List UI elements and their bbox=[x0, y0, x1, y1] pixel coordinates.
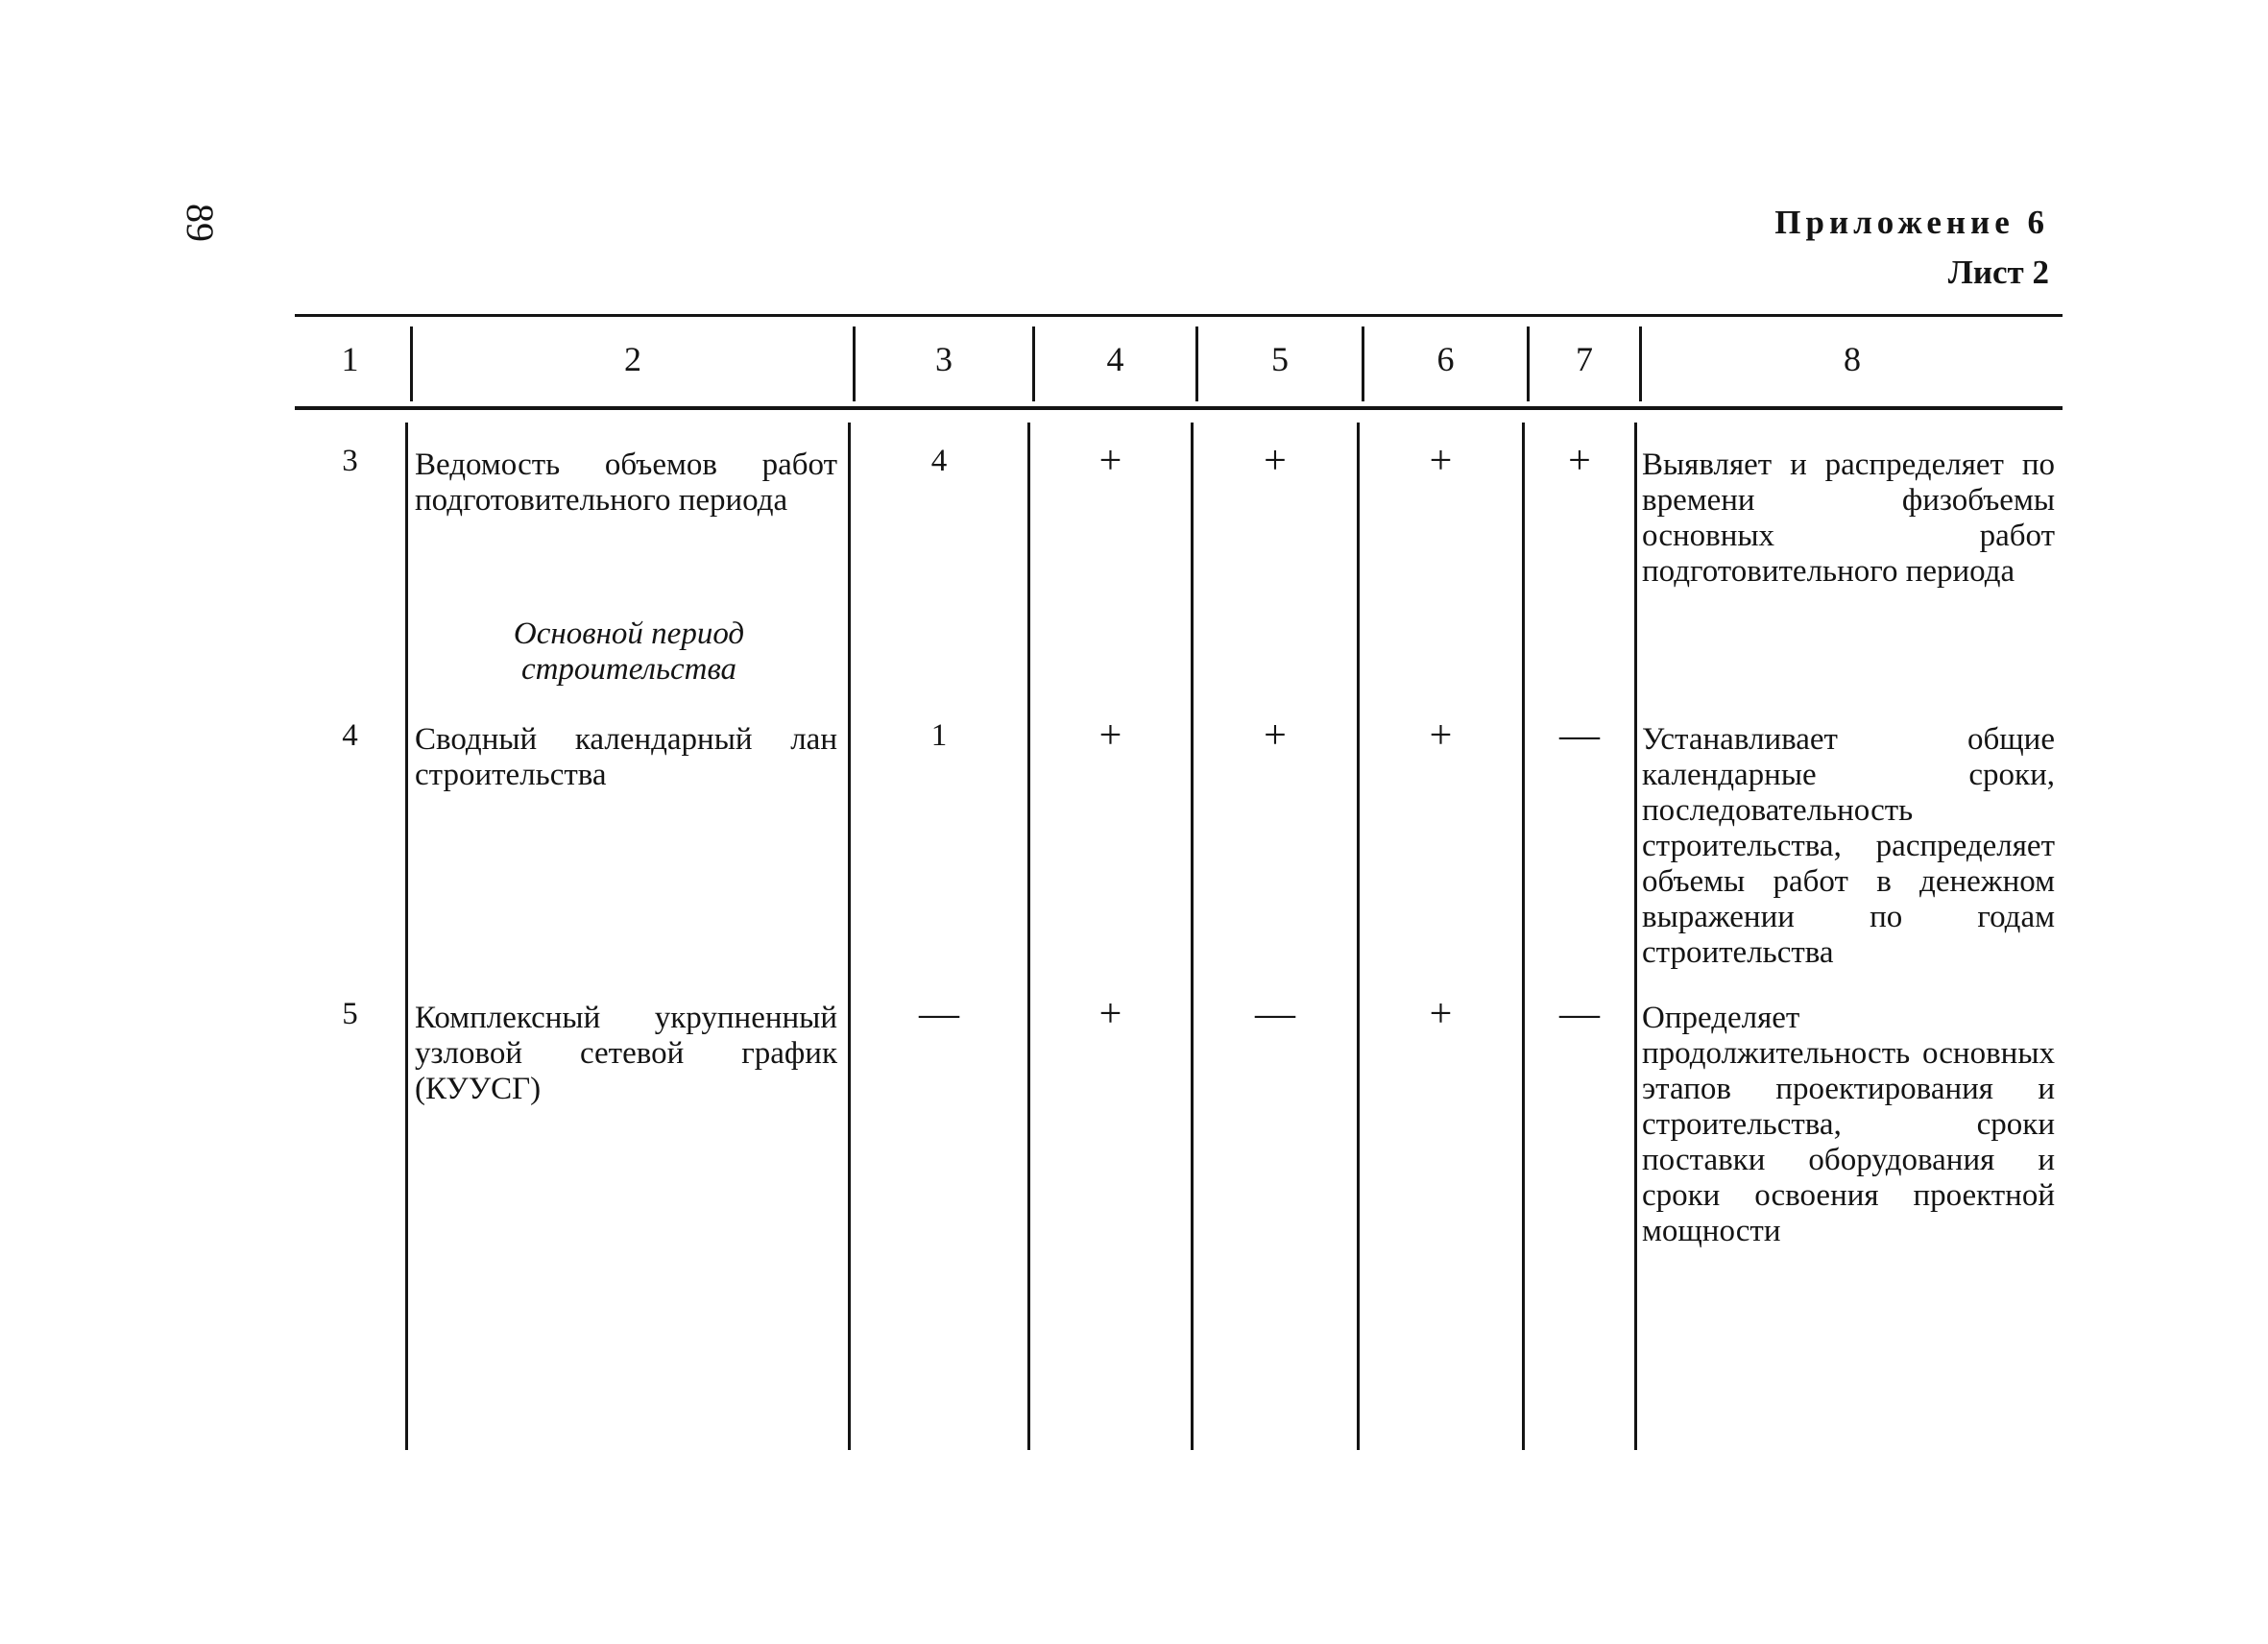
cell-mark: + bbox=[1429, 992, 1453, 1036]
cell-stage: 4 bbox=[930, 444, 948, 478]
cell-mark: + bbox=[1264, 713, 1287, 758]
column-separator bbox=[1027, 423, 1030, 1450]
document-name: Ведомость объемов работ подготовительного периода bbox=[415, 447, 837, 518]
cell-mark: + bbox=[1098, 992, 1122, 1036]
cell-mark: + bbox=[1429, 713, 1453, 758]
cell-mark: + bbox=[1264, 439, 1287, 483]
cell-mark: — bbox=[1255, 992, 1295, 1036]
column-header: 1 bbox=[341, 340, 359, 378]
appendix-title: Приложение 6 bbox=[1774, 204, 2049, 241]
column-header: 4 bbox=[1106, 340, 1124, 378]
row-number: 4 bbox=[342, 718, 358, 753]
column-separator bbox=[848, 423, 851, 1450]
column-header: 2 bbox=[624, 340, 641, 378]
page-number: 89 bbox=[179, 204, 222, 242]
cell-mark: + bbox=[1568, 439, 1591, 483]
document-name: Сводный календарный лан строительства bbox=[415, 722, 837, 792]
table-header-rule bbox=[295, 406, 2063, 410]
column-separator bbox=[1522, 423, 1525, 1450]
column-separator bbox=[1634, 423, 1637, 1450]
section-title: Основной период строительства bbox=[513, 616, 745, 687]
row-number: 3 bbox=[342, 444, 358, 478]
row-number: 5 bbox=[342, 997, 358, 1031]
column-header: 6 bbox=[1436, 340, 1455, 378]
column-header: 8 bbox=[1844, 340, 1861, 378]
sheet-label: Лист 2 bbox=[1947, 254, 2049, 291]
column-header: 7 bbox=[1576, 340, 1593, 378]
cell-mark: + bbox=[1098, 713, 1122, 758]
document-purpose: Выявляет и распределяет по времени физобъемы основных работ подготовительного периода bbox=[1642, 447, 2055, 589]
column-separator bbox=[1357, 423, 1360, 1450]
table-top-rule bbox=[295, 314, 2063, 317]
column-separator bbox=[1191, 423, 1194, 1450]
column-header: 3 bbox=[935, 340, 953, 378]
document-purpose: Определяет продолжительность основных этапов проектирования и строительства, сроки поставки оборудования и сроки освоения проектной мощности bbox=[1642, 1001, 2055, 1248]
document-purpose: Устанавливает общие календарные сроки, последовательность строительства, распределяет объемы работ в денежном выражении по годам строительства bbox=[1642, 722, 2055, 970]
column-separator bbox=[405, 423, 408, 1450]
document-name: Комплексный укрупненный узловой сетевой график (КУУСГ) bbox=[415, 1001, 837, 1106]
cell-stage: 1 bbox=[930, 718, 948, 753]
cell-mark: — bbox=[1559, 713, 1600, 758]
cell-mark: + bbox=[1429, 439, 1453, 483]
cell-mark: + bbox=[1098, 439, 1122, 483]
cell-mark: — bbox=[1559, 992, 1600, 1036]
column-header: 5 bbox=[1271, 340, 1289, 378]
cell-stage: — bbox=[919, 992, 959, 1036]
